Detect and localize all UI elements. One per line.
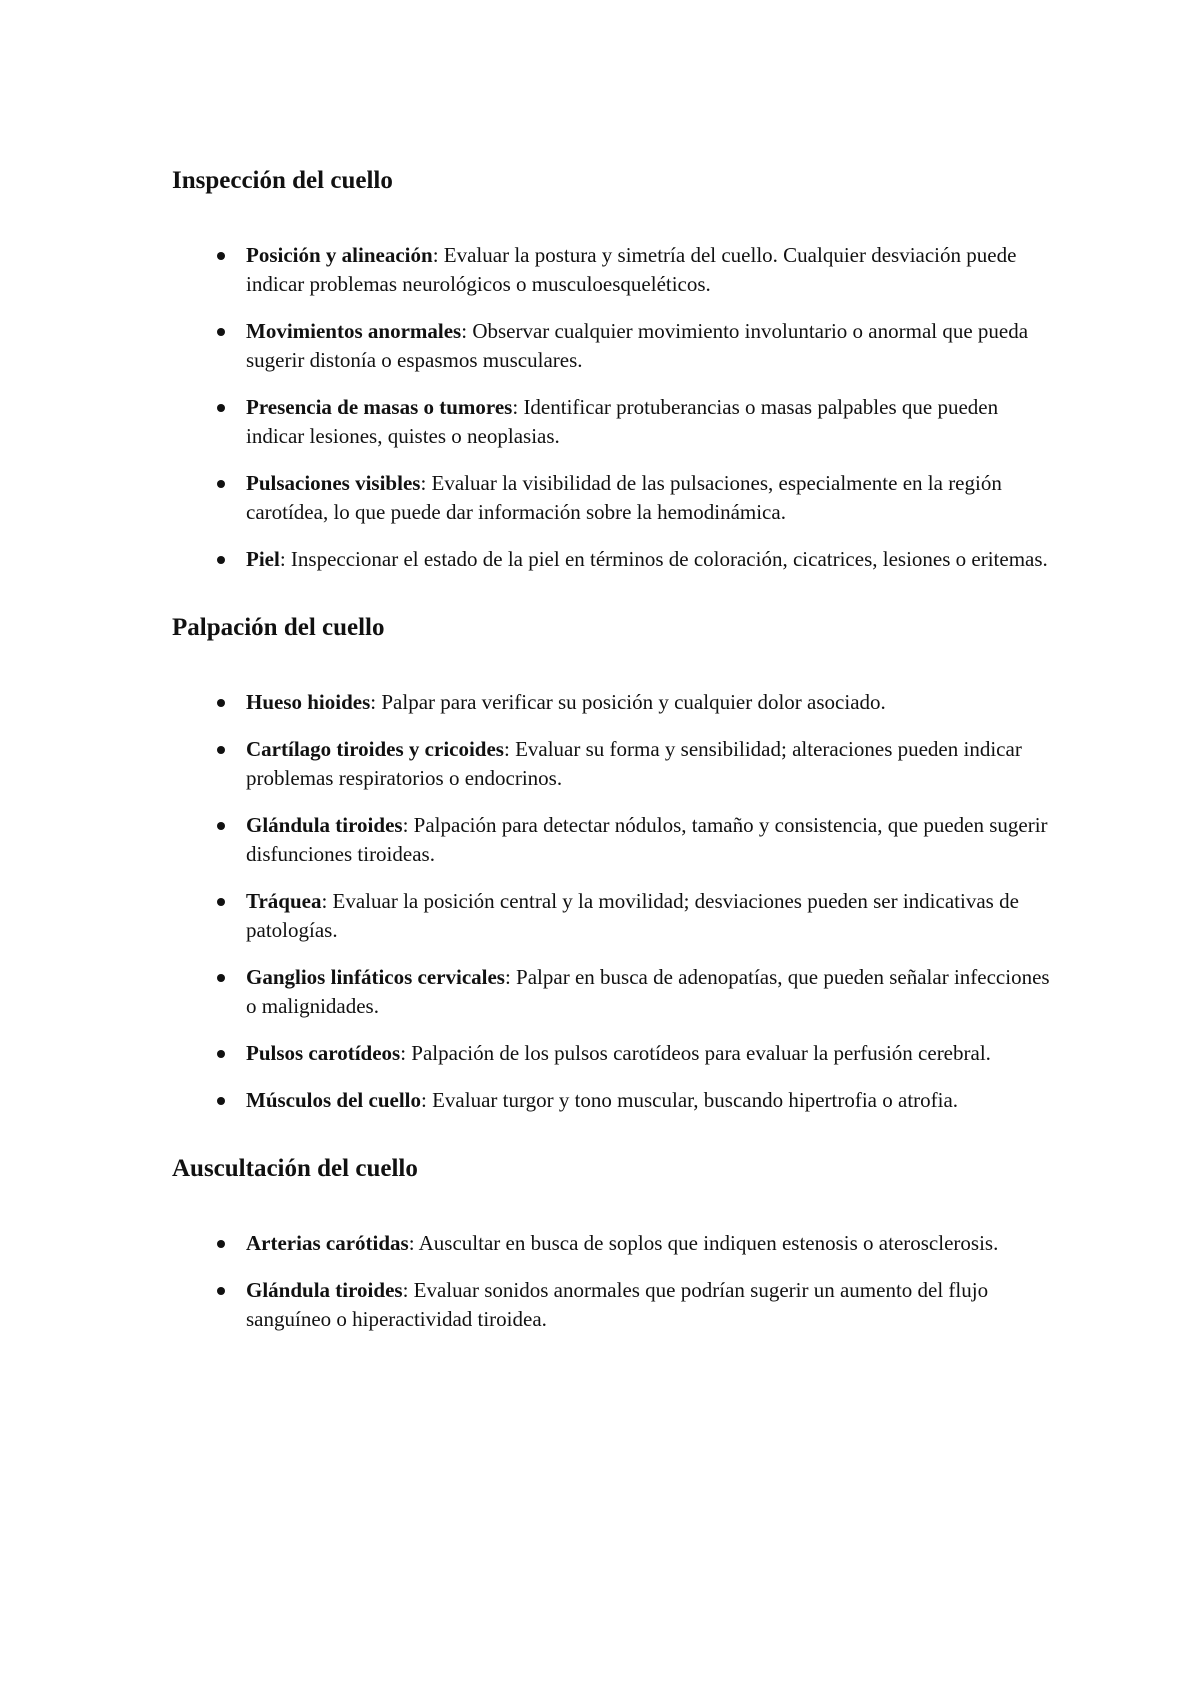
bullet-list bbox=[172, 241, 1052, 574]
section-title: Inspección del cuello bbox=[172, 167, 393, 194]
item-text: : Identificar protuberancias o masas palpables que pueden indicar lesiones, quistes o neoplasias. bbox=[246, 395, 999, 448]
list-item bbox=[172, 963, 1052, 1021]
list-item bbox=[172, 887, 1052, 945]
bullet-icon bbox=[217, 1287, 225, 1295]
item-term: Ganglios linfáticos cervicales bbox=[246, 965, 505, 989]
item-text: : Evaluar sonidos anormales que podrían sugerir un aumento del flujo sanguíneo o hiperactividad tiroidea. bbox=[246, 1278, 989, 1331]
bullet-list bbox=[172, 688, 1052, 1115]
item-text: : Evaluar la postura y simetría del cuello. Cualquier desviación puede indicar problemas neurológicos o musculoesqueléticos. bbox=[246, 243, 1017, 296]
item-text: : Evaluar turgor y tono muscular, buscando hipertrofia o atrofia. bbox=[421, 1088, 959, 1112]
item-term: Cartílago tiroides y cricoides bbox=[246, 737, 504, 761]
list-item bbox=[172, 469, 1052, 527]
item-text: : Palpar en busca de adenopatías, que pueden señalar infecciones o malignidades. bbox=[246, 965, 1050, 1018]
bullet-icon bbox=[217, 746, 225, 754]
item-term: Pulsos carotídeos bbox=[246, 1041, 401, 1065]
bullet-list bbox=[172, 1229, 1052, 1334]
bullet-icon bbox=[217, 404, 225, 412]
item-term: Arterias carótidas bbox=[246, 1231, 409, 1255]
item-text: : Auscultar en busca de soplos que indiquen estenosis o aterosclerosis. bbox=[408, 1231, 999, 1255]
item-text: : Observar cualquier movimiento involuntario o anormal que pueda sugerir distonía o espasmos musculares. bbox=[246, 319, 1029, 372]
section-palpacion bbox=[172, 612, 1052, 1115]
list-item bbox=[172, 735, 1052, 793]
item-text: : Evaluar la visibilidad de las pulsaciones, especialmente en la región carotídea, lo que puede dar información sobre la hemodinámica. bbox=[246, 471, 1002, 524]
item-term: Músculos del cuello bbox=[246, 1088, 422, 1112]
item-term: Glándula tiroides bbox=[246, 1278, 403, 1302]
item-text: : Palpación de los pulsos carotídeos para evaluar la perfusión cerebral. bbox=[400, 1041, 991, 1065]
item-text: : Inspeccionar el estado de la piel en términos de coloración, cicatrices, lesiones o eritemas. bbox=[279, 547, 1048, 571]
item-text: : Palpación para detectar nódulos, tamaño y consistencia, que pueden sugerir disfunciones tiroideas. bbox=[246, 813, 1048, 866]
section-title: Palpación del cuello bbox=[172, 614, 385, 641]
item-text: : Evaluar su forma y sensibilidad; alteraciones pueden indicar problemas respiratorios o endocrinos. bbox=[246, 737, 1022, 790]
item-term: Pulsaciones visibles bbox=[246, 471, 421, 495]
bullet-icon bbox=[217, 328, 225, 336]
bullet-icon bbox=[217, 1050, 225, 1058]
item-term: Presencia de masas o tumores bbox=[246, 395, 513, 419]
list-item bbox=[172, 1276, 1052, 1334]
item-term: Posición y alineación bbox=[246, 243, 433, 267]
list-item bbox=[172, 545, 1052, 574]
bullet-icon bbox=[217, 1240, 225, 1248]
section-title: Auscultación del cuello bbox=[172, 1155, 418, 1182]
bullet-icon bbox=[217, 556, 225, 564]
bullet-icon bbox=[217, 480, 225, 488]
section-auscultacion bbox=[172, 1153, 1052, 1334]
document-page bbox=[172, 165, 1052, 1334]
list-item bbox=[172, 688, 1052, 717]
bullet-icon bbox=[217, 898, 225, 906]
list-item bbox=[172, 317, 1052, 375]
list-item bbox=[172, 1229, 1052, 1258]
bullet-icon bbox=[217, 1097, 225, 1105]
list-item bbox=[172, 241, 1052, 299]
item-term: Tráquea bbox=[246, 889, 322, 913]
list-item bbox=[172, 393, 1052, 451]
item-term: Glándula tiroides bbox=[246, 813, 403, 837]
list-item bbox=[172, 811, 1052, 869]
bullet-icon bbox=[217, 974, 225, 982]
section-inspeccion bbox=[172, 165, 1052, 574]
item-text: : Evaluar la posición central y la movilidad; desviaciones pueden ser indicativas de patologías. bbox=[246, 889, 1019, 942]
item-term: Piel bbox=[246, 547, 280, 571]
bullet-icon bbox=[217, 822, 225, 830]
item-text: : Palpar para verificar su posición y cualquier dolor asociado. bbox=[370, 690, 886, 714]
item-term: Hueso hioides bbox=[246, 690, 371, 714]
list-item bbox=[172, 1086, 1052, 1115]
bullet-icon bbox=[217, 252, 225, 260]
bullet-icon bbox=[217, 699, 225, 707]
item-term: Movimientos anormales bbox=[246, 319, 462, 343]
list-item bbox=[172, 1039, 1052, 1068]
